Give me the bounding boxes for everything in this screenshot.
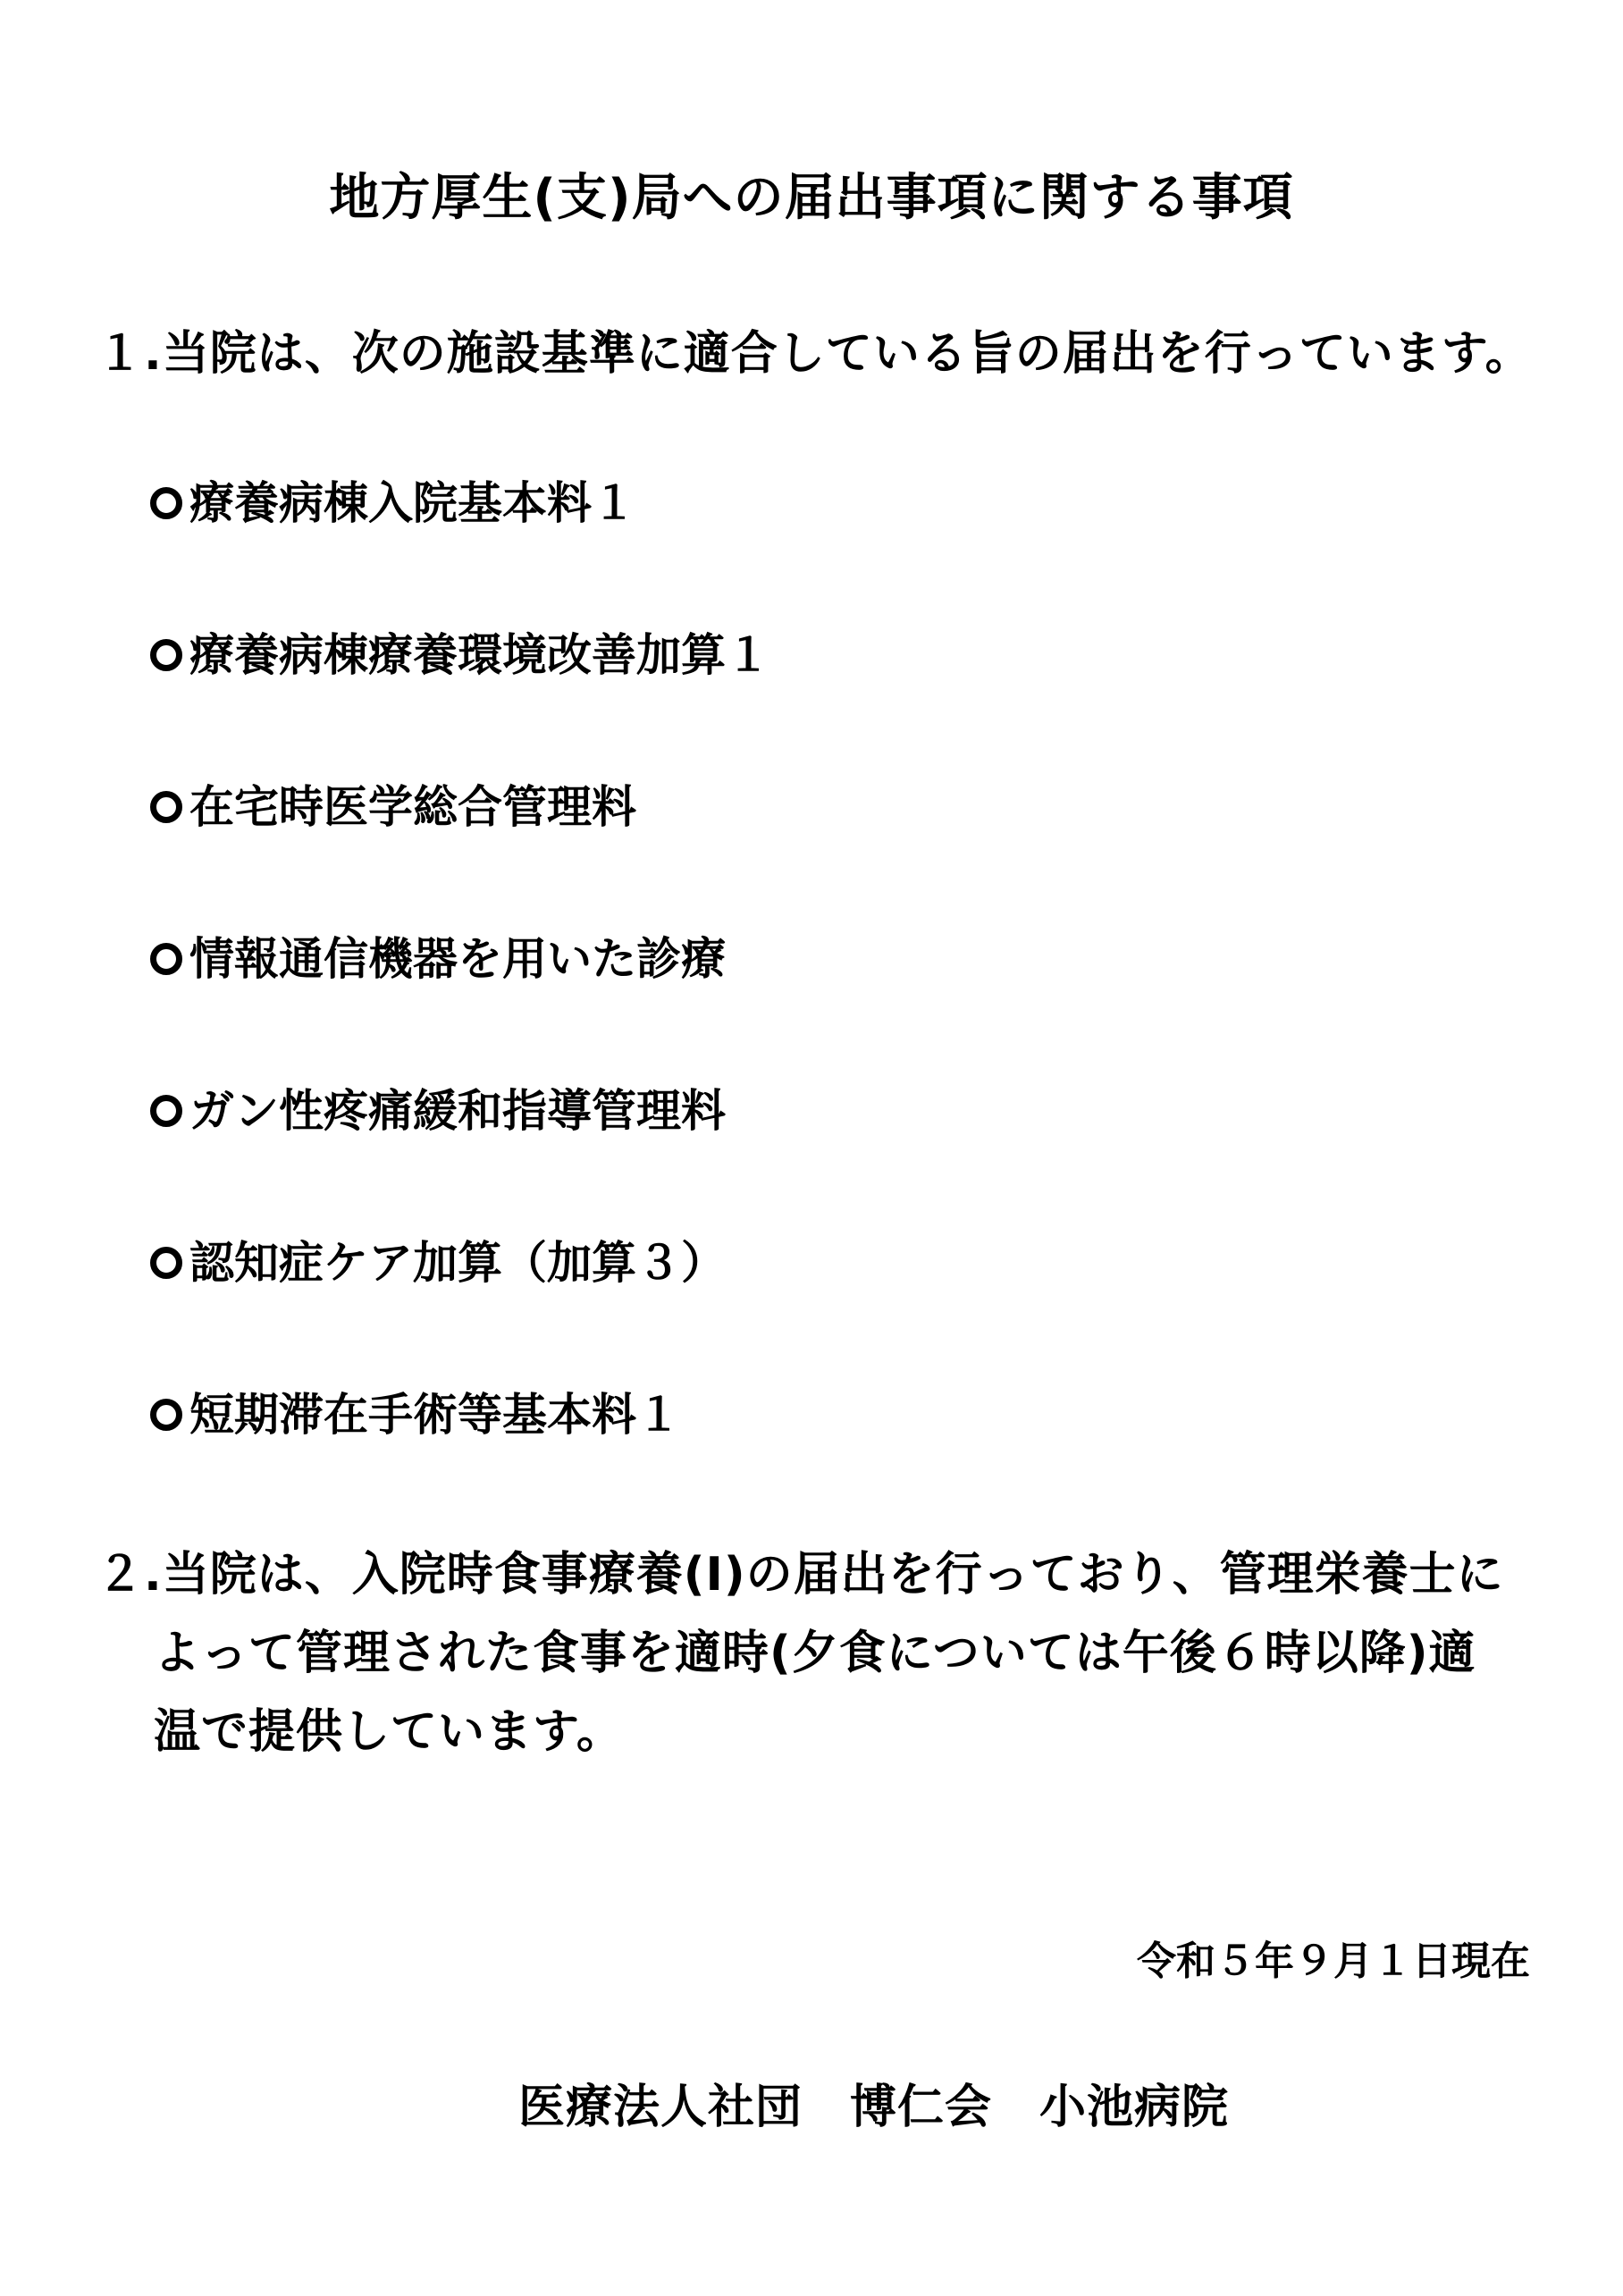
list-item-label: 認知症ケア加算（加算３） [189,1237,726,1289]
section-2-paragraph [97,1535,1504,1771]
list-item-label: 短期滞在手術等基本料１ [189,1389,681,1441]
section-2-line-1 [97,1535,1504,1614]
list-item [150,472,636,534]
list-item-label: 療養病棟療養環境改善加算１ [189,629,770,681]
list-item [150,1232,726,1294]
section-2-number: ２. [97,1548,163,1602]
circle-bullet-icon [150,943,182,975]
section-2-text: 当院は、入院時食事療養(Ⅰ)の届出を行っており、管理栄養士に [162,1548,1504,1602]
list-item-label: 在宅時医学総合管理料 [189,781,636,833]
section-2-line-2: よって管理された食事を適時(夕食については午後６時以降)適 [154,1627,1476,1680]
list-item [150,624,770,686]
circle-bullet-icon [150,1399,182,1431]
circle-bullet-icon [150,487,182,519]
organization-name: 医療法人社団 博仁会 小池病院 [518,2081,1230,2134]
circle-bullet-icon [150,1095,182,1127]
document-date: 令和５年９月１日現在 [1137,1939,1530,1984]
section-1-heading [97,318,1533,390]
circle-bullet-icon [150,1247,182,1279]
list-item [150,776,636,838]
list-item-label: 情報通信機器を用いた診療 [189,933,726,985]
list-item [150,1383,681,1446]
circle-bullet-icon [150,791,182,823]
document-title: 地方厚生(支)局への届出事項に関する事項 [329,169,1294,227]
section-1-text: 当院は、次の施設基準に適合している旨の届出を行っています。 [162,327,1533,381]
list-item [150,1080,726,1142]
list-item [150,928,726,990]
list-item-label: ガン性疼痛緩和指導管理料 [189,1085,726,1137]
list-item-label: 療養病棟入院基本料１ [189,477,636,529]
circle-bullet-icon [150,639,182,671]
section-1-number: １. [97,327,163,381]
section-2-line-3: 温で提供しています。 [154,1705,624,1759]
